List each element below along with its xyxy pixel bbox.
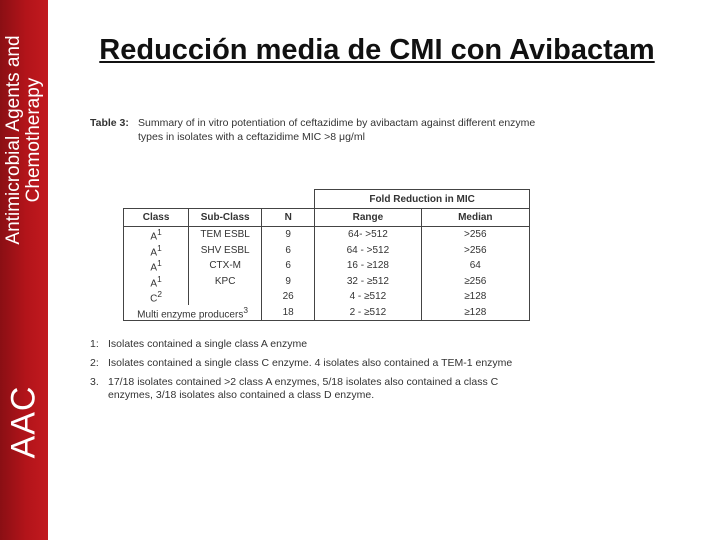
table-row (124, 227, 530, 243)
cell-n: 6 (262, 243, 315, 259)
footnote-number: 1: (90, 338, 99, 350)
cell-subclass: CTX-M (189, 258, 262, 274)
cell-range: 64 - >512 (315, 243, 421, 259)
col-header-range: Range (315, 209, 421, 227)
mic-table (123, 189, 530, 321)
cell-subclass: KPC (189, 274, 262, 290)
col-header-class: Class (124, 209, 189, 227)
footnote-text: Isolates contained a single class A enzyme (108, 338, 308, 350)
cell-subclass: SHV ESBL (189, 243, 262, 259)
cell-median: ≥256 (421, 274, 529, 290)
journal-name-line1: Antimicrobial Agents and (3, 35, 24, 245)
col-header-median: Median (421, 209, 529, 227)
footnotes (90, 338, 530, 408)
cell-n: 26 (262, 289, 315, 305)
cell-n: 9 (262, 274, 315, 290)
footnote (90, 376, 530, 402)
footnote-text: 17/18 isolates contained >2 class A enzymes, 5/18 isolates also contained a class C enzymes, 3/18 isolates also contained a class D enzyme. (108, 376, 499, 401)
table-row (124, 274, 530, 290)
cell-class: $A^1$ (124, 243, 189, 259)
footnote-text: Isolates contained a single class C enzyme. 4 isolates also contained a TEM-1 enzyme (108, 357, 513, 369)
cell-class: $A^1$ (124, 227, 189, 243)
aac-logo: AAC (4, 385, 43, 459)
footnote (90, 357, 530, 370)
col-header-subclass: Sub-Class (189, 209, 262, 227)
cell-median: >256 (421, 243, 529, 259)
cell-class: $A^1$ (124, 258, 189, 274)
journal-sidebar (0, 0, 48, 540)
group-header: Fold Reduction in MIC (315, 190, 530, 209)
cell-subclass (189, 289, 262, 305)
journal-name (4, 35, 44, 244)
cell-class: $A^1$ (124, 274, 189, 290)
slide-title: Reducción media de CMI con Avibactam (99, 34, 655, 66)
cell-range: 16 - ≥128 (315, 258, 421, 274)
cell-median: 64 (421, 258, 529, 274)
footnote-number: 2: (90, 357, 99, 369)
cell-median: ≥128 (421, 305, 529, 321)
cell-multi-label: Multi enzyme producers$^3$ (124, 305, 262, 321)
col-header-n: N (262, 209, 315, 227)
footnote-number: 3. (90, 376, 99, 388)
cell-n: 9 (262, 227, 315, 243)
cell-subclass: TEM ESBL (189, 227, 262, 243)
cell-class: $C^2$ (124, 289, 189, 305)
cell-range: 32 - ≥512 (315, 274, 421, 290)
cell-range: 2 - ≥512 (315, 305, 421, 321)
table-label: Table 3: (90, 117, 129, 129)
cell-n: 6 (262, 258, 315, 274)
table-row (124, 305, 530, 321)
cell-median: >256 (421, 227, 529, 243)
table-header-row (124, 209, 530, 227)
table-row (124, 289, 530, 305)
cell-range: 4 - ≥512 (315, 289, 421, 305)
cell-median: ≥128 (421, 289, 529, 305)
table-row (124, 243, 530, 259)
table-caption-text: Summary of in vitro potentiation of ceftazidime by avibactam against different enzyme types in isolates with a ceftazidime MIC >8 μg/ml (138, 117, 536, 143)
journal-name-line2: Chemotherapy (23, 77, 44, 203)
table-row (124, 258, 530, 274)
cell-n: 18 (262, 305, 315, 321)
cell-range: 64- >512 (315, 227, 421, 243)
footnote (90, 338, 530, 351)
